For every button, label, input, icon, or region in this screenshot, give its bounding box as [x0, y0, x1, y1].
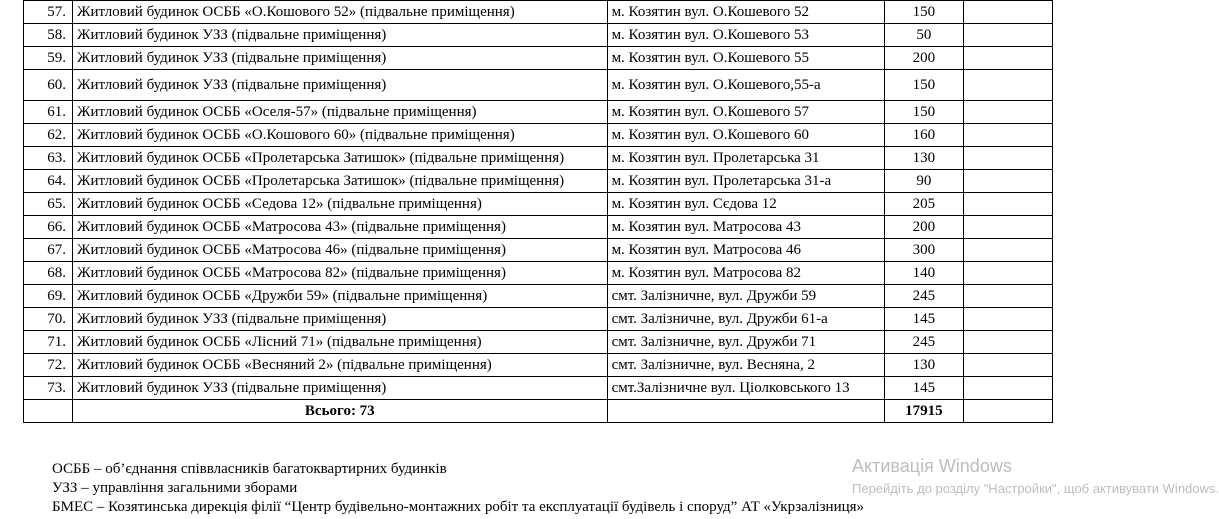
- table-row: [24, 216, 1053, 239]
- extra-cell: [963, 262, 1052, 285]
- row-number: 73.: [24, 377, 73, 400]
- table-row: [24, 124, 1053, 147]
- building-name: Житловий будинок ОСББ «Матросова 82» (підвальне приміщення): [73, 262, 608, 285]
- building-name: Житловий будинок ОСББ «О.Кошового 52» (підвальне приміщення): [73, 1, 608, 24]
- quantity: 90: [884, 170, 963, 193]
- row-number: 60.: [24, 70, 73, 101]
- table-row: [24, 354, 1053, 377]
- quantity: 205: [884, 193, 963, 216]
- building-name: Житловий будинок ОСББ «Пролетарська Затишок» (підвальне приміщення): [73, 170, 608, 193]
- extra-cell: [963, 193, 1052, 216]
- row-number: 69.: [24, 285, 73, 308]
- address: смт. Залізничне, вул. Дружби 59: [607, 285, 884, 308]
- extra-cell: [963, 239, 1052, 262]
- building-name: Житловий будинок УЗЗ (підвальне приміщення): [73, 70, 608, 101]
- table-row: [24, 262, 1053, 285]
- table-row: [24, 193, 1053, 216]
- quantity: 130: [884, 354, 963, 377]
- address: м. Козятин вул. О.Кошевого 55: [607, 47, 884, 70]
- building-name: Житловий будинок ОСББ «Дружби 59» (підвальне приміщення): [73, 285, 608, 308]
- quantity: 150: [884, 101, 963, 124]
- table-row: [24, 147, 1053, 170]
- address: м. Козятин вул. Пролетарська 31: [607, 147, 884, 170]
- quantity: 160: [884, 124, 963, 147]
- row-number: 63.: [24, 147, 73, 170]
- extra-cell: [963, 216, 1052, 239]
- building-name: Житловий будинок УЗЗ (підвальне приміщення): [73, 377, 608, 400]
- extra-cell: [963, 147, 1052, 170]
- quantity: 300: [884, 239, 963, 262]
- total-row: [24, 400, 1053, 423]
- extra-cell: [963, 331, 1052, 354]
- total-value: 17915: [884, 400, 963, 423]
- table-row: [24, 239, 1053, 262]
- row-number: 61.: [24, 101, 73, 124]
- address: м. Козятин вул. О.Кошевого 52: [607, 1, 884, 24]
- windows-activation-watermark: [852, 456, 1219, 496]
- row-number: 67.: [24, 239, 73, 262]
- extra-cell: [963, 170, 1052, 193]
- row-number: 64.: [24, 170, 73, 193]
- extra-cell: [963, 47, 1052, 70]
- table-row: [24, 101, 1053, 124]
- quantity: 200: [884, 47, 963, 70]
- building-name: Житловий будинок УЗЗ (підвальне приміщення): [73, 24, 608, 47]
- table-row: [24, 47, 1053, 70]
- building-name: Житловий будинок ОСББ «Лісний 71» (підвальне приміщення): [73, 331, 608, 354]
- address: смт. Залізничне, вул. Дружби 61-а: [607, 308, 884, 331]
- building-name: Житловий будинок ОСББ «Весняний 2» (підвальне приміщення): [73, 354, 608, 377]
- quantity: 145: [884, 377, 963, 400]
- row-number: 71.: [24, 331, 73, 354]
- table-row: [24, 308, 1053, 331]
- building-name: Житловий будинок УЗЗ (підвальне приміщення): [73, 308, 608, 331]
- extra-cell: [963, 101, 1052, 124]
- total-label: Всього: 73: [73, 400, 608, 423]
- extra-cell: [963, 70, 1052, 101]
- building-name: Житловий будинок ОСББ «О.Кошового 60» (підвальне приміщення): [73, 124, 608, 147]
- extra-cell: [963, 124, 1052, 147]
- row-number: 58.: [24, 24, 73, 47]
- extra-cell: [963, 377, 1052, 400]
- building-name: Житловий будинок ОСББ «Матросова 43» (підвальне приміщення): [73, 216, 608, 239]
- address: м. Козятин вул. Матросова 82: [607, 262, 884, 285]
- row-number: 70.: [24, 308, 73, 331]
- building-name: Житловий будинок ОСББ «Пролетарська Затишок» (підвальне приміщення): [73, 147, 608, 170]
- address: м. Козятин вул. Матросова 46: [607, 239, 884, 262]
- building-name: Житловий будинок ОСББ «Седова 12» (підвальне приміщення): [73, 193, 608, 216]
- address: м. Козятин вул. Матросова 43: [607, 216, 884, 239]
- table-row: [24, 285, 1053, 308]
- table-row: [24, 170, 1053, 193]
- row-number: 62.: [24, 124, 73, 147]
- address: смт. Залізничне, вул. Дружби 71: [607, 331, 884, 354]
- note-bmes: БМЕС – Козятинська дирекція філії “Центр будівельно-монтажних робіт та експлуатації будівель і споруд” АТ «Укрзалізниця»: [52, 499, 865, 515]
- quantity: 130: [884, 147, 963, 170]
- extra-cell: [963, 24, 1052, 47]
- building-name: Житловий будинок УЗЗ (підвальне приміщення): [73, 47, 608, 70]
- note-osbb: ОСББ – об’єднання співвласників багатоквартирних будинків: [52, 461, 447, 477]
- building-name: Житловий будинок ОСББ «Матросова 46» (підвальне приміщення): [73, 239, 608, 262]
- address: м. Козятин вул. О.Кошевого,55-а: [607, 70, 884, 101]
- quantity: 140: [884, 262, 963, 285]
- row-number: 68.: [24, 262, 73, 285]
- extra-cell: [963, 354, 1052, 377]
- row-number: 66.: [24, 216, 73, 239]
- address: смт.Залізничне вул. Ціолковського 13: [607, 377, 884, 400]
- table-row: [24, 70, 1053, 101]
- address: смт. Залізничне, вул. Весняна, 2: [607, 354, 884, 377]
- row-number: 59.: [24, 47, 73, 70]
- quantity: 150: [884, 1, 963, 24]
- watermark-subtitle: Перейдіть до розділу "Настройки", щоб активувати Windows.: [852, 481, 1219, 496]
- quantity: 245: [884, 331, 963, 354]
- quantity: 145: [884, 308, 963, 331]
- quantity: 245: [884, 285, 963, 308]
- table-row: [24, 1, 1053, 24]
- quantity: 150: [884, 70, 963, 101]
- address: м. Козятин вул. О.Кошевого 60: [607, 124, 884, 147]
- table-row: [24, 331, 1053, 354]
- address: м. Козятин вул. Сєдова 12: [607, 193, 884, 216]
- abbreviation-notes: [52, 460, 864, 517]
- quantity: 50: [884, 24, 963, 47]
- table-row: [24, 377, 1053, 400]
- buildings-table: [23, 0, 1053, 423]
- quantity: 200: [884, 216, 963, 239]
- row-number: 65.: [24, 193, 73, 216]
- extra-cell: [963, 308, 1052, 331]
- address: м. Козятин вул. Пролетарська 31-а: [607, 170, 884, 193]
- extra-cell: [963, 285, 1052, 308]
- address: м. Козятин вул. О.Кошевого 53: [607, 24, 884, 47]
- building-name: Житловий будинок ОСББ «Оселя-57» (підвальне приміщення): [73, 101, 608, 124]
- address: м. Козятин вул. О.Кошевого 57: [607, 101, 884, 124]
- extra-cell: [963, 1, 1052, 24]
- row-number: 57.: [24, 1, 73, 24]
- table-row: [24, 24, 1053, 47]
- note-uzz: УЗЗ – управління загальними зборами: [52, 480, 298, 496]
- watermark-title: Активація Windows: [852, 456, 1012, 476]
- row-number: 72.: [24, 354, 73, 377]
